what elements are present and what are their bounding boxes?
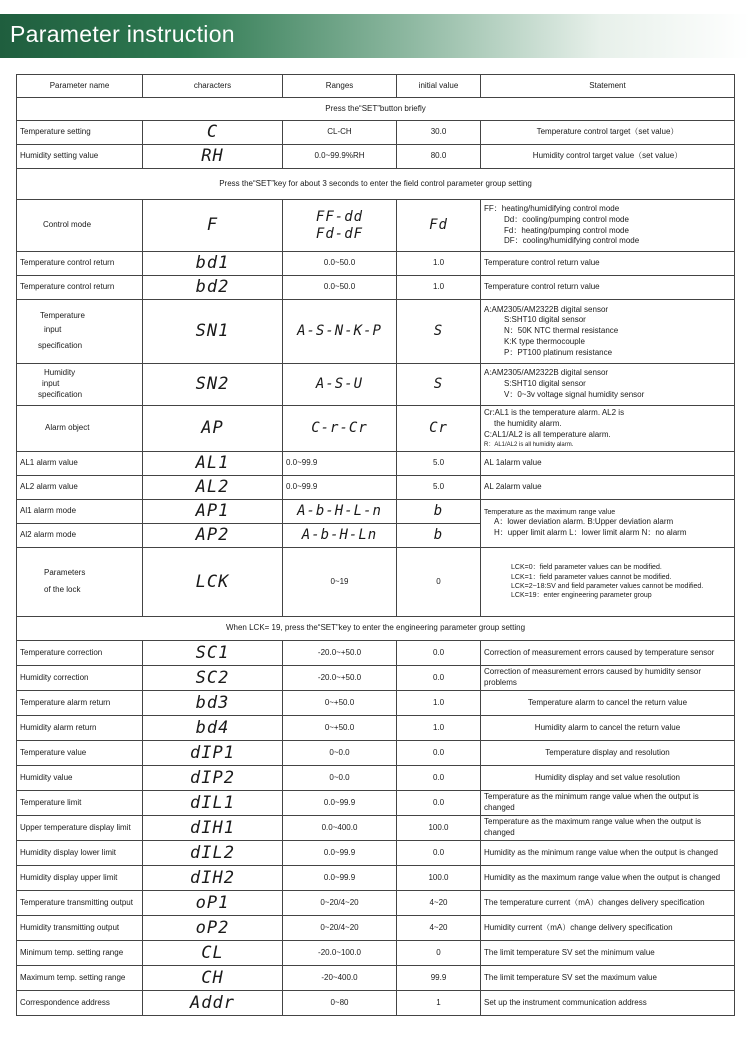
param-stmt: Humidity as the maximum range value when the output is changed	[481, 866, 735, 891]
header-row	[17, 75, 735, 98]
table-row	[17, 200, 735, 252]
param-stmt: The limit temperature SV set the maximum value	[481, 966, 735, 991]
stmt-line: N：50K NTC thermal resistance	[504, 326, 619, 336]
param-stmt: Temperature as the minimum range value when the output is changed	[481, 791, 735, 816]
section-title: Press the“SET”key for about 3 seconds to enter the field control parameter group setting	[17, 169, 735, 200]
parameter-table	[16, 74, 735, 1016]
stmt-line: LCK=1：field parameter values cannot be modified.	[511, 573, 672, 581]
stmt-line: LCK=19：enter engineering parameter group	[511, 592, 652, 600]
page-title: Parameter instruction	[10, 21, 235, 47]
stmt-line: C:AL1/AL2 is all temperature alarm.	[484, 429, 611, 439]
param-init: 0.0	[397, 641, 481, 666]
param-name: Temperature control return	[17, 276, 143, 300]
param-init: b	[397, 524, 481, 548]
section-row	[17, 98, 735, 121]
param-char: SC1	[143, 641, 283, 666]
param-stmt: Humidity current（mA）change delivery specification	[481, 916, 735, 941]
table-row	[17, 476, 735, 500]
param-range: 0.0~400.0	[283, 816, 397, 841]
param-stmt: The limit temperature SV set the minimum value	[481, 941, 735, 966]
table-row	[17, 300, 735, 364]
param-stmt	[481, 200, 735, 252]
param-stmt: Set up the instrument communication address	[481, 991, 735, 1016]
param-init: 1.0	[397, 276, 481, 300]
stmt-line: A:AM2305/AM2322B digital sensor	[484, 304, 609, 314]
table-row	[17, 406, 735, 452]
param-init: 1.0	[397, 691, 481, 716]
param-char: bd1	[143, 252, 283, 276]
param-init: Fd	[397, 200, 481, 252]
param-init: 1	[397, 991, 481, 1016]
param-char: AP2	[143, 524, 283, 548]
param-char: AP	[143, 406, 283, 452]
header-cell: initial value	[397, 75, 481, 98]
name-line: specification	[38, 389, 83, 399]
param-range: 0~+50.0	[283, 716, 397, 741]
param-stmt: Temperature alarm to cancel the return value	[481, 691, 735, 716]
param-stmt: AL 2alarm value	[481, 476, 735, 500]
param-char: dIH1	[143, 816, 283, 841]
param-range: 0~20/4~20	[283, 916, 397, 941]
param-stmt: AL 1alarm value	[481, 452, 735, 476]
param-init: 4~20	[397, 891, 481, 916]
param-char: bd2	[143, 276, 283, 300]
param-char: bd4	[143, 716, 283, 741]
table-row	[17, 691, 735, 716]
param-char: RH	[143, 145, 283, 169]
table-row	[17, 816, 735, 841]
stmt-line: S:SHT10 digital sensor	[504, 315, 586, 325]
param-char: dIP2	[143, 766, 283, 791]
param-init: S	[397, 364, 481, 406]
param-init: 0.0	[397, 766, 481, 791]
header-cell: Statement	[481, 75, 735, 98]
param-name: AL1 alarm value	[17, 452, 143, 476]
param-init: 100.0	[397, 866, 481, 891]
param-range: 0~20/4~20	[283, 891, 397, 916]
table-row	[17, 452, 735, 476]
param-name	[17, 364, 143, 406]
param-name: Temperature correction	[17, 641, 143, 666]
param-name: Upper temperature display limit	[17, 816, 143, 841]
param-name: Humidity display upper limit	[17, 866, 143, 891]
range-line: Fd-dF	[315, 225, 364, 242]
table-row	[17, 841, 735, 866]
table-row	[17, 641, 735, 666]
param-char: oP2	[143, 916, 283, 941]
stmt-line: R：AL1/AL2 is all humidity alarm.	[484, 441, 574, 448]
param-name: Temperature limit	[17, 791, 143, 816]
param-init: 0	[397, 941, 481, 966]
param-stmt: Humidity control target value（set value）	[481, 145, 735, 169]
param-name: Maximum temp. setting range	[17, 966, 143, 991]
param-char: oP1	[143, 891, 283, 916]
param-stmt: Correction of measurement errors caused by humidity sensor problems	[481, 666, 735, 691]
param-stmt: Humidity display and set value resolution	[481, 766, 735, 791]
stmt-line: H：upper limit alarm L：lower limit alarm N：no alarm	[494, 528, 687, 538]
stmt-line: A:AM2305/AM2322B digital sensor	[484, 368, 609, 378]
section-row	[17, 617, 735, 641]
param-char: C	[143, 121, 283, 145]
param-range: 0.0~50.0	[283, 252, 397, 276]
param-init: 1.0	[397, 252, 481, 276]
param-stmt: Temperature control return value	[481, 252, 735, 276]
table-row	[17, 991, 735, 1016]
table-row	[17, 791, 735, 816]
name-line: of the lock	[44, 585, 81, 594]
table-row	[17, 891, 735, 916]
param-range: CL-CH	[283, 121, 397, 145]
param-range: -20.0~+50.0	[283, 666, 397, 691]
name-line: specification	[38, 341, 83, 351]
param-char: CL	[143, 941, 283, 966]
param-char: dIL2	[143, 841, 283, 866]
param-name: Temperature transmitting output	[17, 891, 143, 916]
param-stmt: Correction of measurement errors caused by temperature sensor	[481, 641, 735, 666]
param-char: AL1	[143, 452, 283, 476]
stmt-line: FF：heating/humidifying control mode	[484, 203, 620, 213]
param-init: 0	[397, 548, 481, 617]
stmt-line: V：0~3v voltage signal humidity sensor	[504, 389, 645, 399]
header-cell: characters	[143, 75, 283, 98]
param-name: Al2 alarm mode	[17, 524, 143, 548]
section-title: When LCK= 19, press the“SET”key to enter the engineering parameter group setting	[17, 617, 735, 641]
param-name: Humidity setting value	[17, 145, 143, 169]
param-name: Minimum temp. setting range	[17, 941, 143, 966]
table-row	[17, 145, 735, 169]
param-char: dIL1	[143, 791, 283, 816]
name-line: Humidity	[44, 368, 76, 378]
param-stmt	[481, 300, 735, 364]
stmt-line: Cr:AL1 is the temperature alarm. AL2 is	[484, 408, 625, 418]
param-range: A-b-H-L-n	[283, 500, 397, 524]
table-row	[17, 866, 735, 891]
param-range: 0.0~99.9	[283, 791, 397, 816]
param-name	[17, 300, 143, 364]
param-stmt: Temperature control target（set value）	[481, 121, 735, 145]
range-line: FF-dd	[315, 208, 364, 225]
param-name: Humidity alarm return	[17, 716, 143, 741]
table-row	[17, 741, 735, 766]
section-title: Press the“SET”button briefly	[17, 98, 735, 121]
name-line: input	[42, 379, 60, 389]
param-range: 0.0~99.9	[283, 866, 397, 891]
table-row	[17, 252, 735, 276]
param-range: C-r-Cr	[283, 406, 397, 452]
param-char: LCK	[143, 548, 283, 617]
param-init: 0.0	[397, 841, 481, 866]
param-init: 100.0	[397, 816, 481, 841]
param-range: -20.0~+50.0	[283, 641, 397, 666]
param-name: Humidity correction	[17, 666, 143, 691]
table-row	[17, 121, 735, 145]
param-init: 30.0	[397, 121, 481, 145]
param-init: Cr	[397, 406, 481, 452]
title-banner	[0, 14, 750, 58]
param-range: 0~0.0	[283, 766, 397, 791]
param-char: F	[143, 200, 283, 252]
name-line: input	[44, 324, 62, 334]
param-stmt	[481, 406, 735, 452]
table-row	[17, 916, 735, 941]
param-range: 0~0.0	[283, 741, 397, 766]
param-range: -20~400.0	[283, 966, 397, 991]
stmt-line: DF：cooling/humidifying control mode	[504, 236, 640, 246]
stmt-line: A：lower deviation alarm. B:Upper deviation alarm	[494, 517, 674, 527]
param-range: 0.0~99.9	[283, 841, 397, 866]
name-line: Parameters	[44, 568, 86, 578]
param-name: Humidity value	[17, 766, 143, 791]
param-init: 4~20	[397, 916, 481, 941]
param-char: dIH2	[143, 866, 283, 891]
stmt-line: the humidity alarm.	[494, 419, 562, 429]
stmt-line: S:SHT10 digital sensor	[504, 379, 586, 389]
param-name: Temperature control return	[17, 252, 143, 276]
param-range: 0.0~99.9	[283, 452, 397, 476]
table-row	[17, 716, 735, 741]
param-range: 0~+50.0	[283, 691, 397, 716]
param-init: b	[397, 500, 481, 524]
param-range: 0.0~99.9%RH	[283, 145, 397, 169]
table-row	[17, 276, 735, 300]
param-name: Temperature alarm return	[17, 691, 143, 716]
param-init: 0.0	[397, 666, 481, 691]
param-range: 0~80	[283, 991, 397, 1016]
param-init: 5.0	[397, 452, 481, 476]
param-stmt	[481, 548, 735, 617]
param-init: 5.0	[397, 476, 481, 500]
param-name: Al1 alarm mode	[17, 500, 143, 524]
param-name: Humidity display lower limit	[17, 841, 143, 866]
param-name	[17, 548, 143, 617]
param-name: Correspondence address	[17, 991, 143, 1016]
param-stmt: The temperature current（mA）changes delivery specification	[481, 891, 735, 916]
stmt-line: Temperature as the maximum range value	[484, 508, 616, 516]
param-char: AP1	[143, 500, 283, 524]
param-range	[283, 200, 397, 252]
param-range: A-b-H-Ln	[283, 524, 397, 548]
param-range: A-S-N-K-P	[283, 300, 397, 364]
param-init: 1.0	[397, 716, 481, 741]
param-name: Humidity transmitting output	[17, 916, 143, 941]
param-char: SC2	[143, 666, 283, 691]
param-range: 0.0~99.9	[283, 476, 397, 500]
param-char: dIP1	[143, 741, 283, 766]
header-cell: Parameter name	[17, 75, 143, 98]
stmt-line: Fd：heating/pumping control mode	[504, 225, 629, 235]
stmt-line: LCK=2~18:SV and field parameter values cannot be modified.	[511, 583, 704, 590]
param-range: -20.0~100.0	[283, 941, 397, 966]
param-name: Alarm object	[17, 406, 143, 452]
param-stmt	[481, 364, 735, 406]
section-row	[17, 169, 735, 200]
stmt-line: Dd：cooling/pumping control mode	[504, 214, 629, 224]
stmt-line: K:K type thermocouple	[504, 336, 585, 346]
table-row	[17, 966, 735, 991]
param-char: AL2	[143, 476, 283, 500]
table-row	[17, 364, 735, 406]
param-stmt: Temperature control return value	[481, 276, 735, 300]
param-init: 0.0	[397, 741, 481, 766]
param-stmt: Temperature display and resolution	[481, 741, 735, 766]
table-row	[17, 941, 735, 966]
param-init: 80.0	[397, 145, 481, 169]
header-cell: Ranges	[283, 75, 397, 98]
table-row	[17, 548, 735, 617]
param-stmt: Temperature as the maximum range value when the output is changed	[481, 816, 735, 841]
param-init: S	[397, 300, 481, 364]
name-line: Temperature	[40, 310, 85, 320]
stmt-line: P：PT100 platinum resistance	[504, 347, 613, 357]
param-stmt	[481, 500, 735, 548]
param-stmt: Humidity alarm to cancel the return value	[481, 716, 735, 741]
param-char: Addr	[143, 991, 283, 1016]
param-char: SN1	[143, 300, 283, 364]
table-row	[17, 766, 735, 791]
param-range: A-S-U	[283, 364, 397, 406]
param-name: Control mode	[17, 200, 143, 252]
param-init: 99.9	[397, 966, 481, 991]
table-row	[17, 666, 735, 691]
param-name: Temperature setting	[17, 121, 143, 145]
param-name: AL2 alarm value	[17, 476, 143, 500]
param-char: bd3	[143, 691, 283, 716]
param-range: 0.0~50.0	[283, 276, 397, 300]
param-char: CH	[143, 966, 283, 991]
table-row	[17, 500, 735, 524]
param-range: 0~19	[283, 548, 397, 617]
param-name: Temperature value	[17, 741, 143, 766]
param-stmt: Humidity as the minimum range value when the output is changed	[481, 841, 735, 866]
stmt-line: LCK=0：field parameter values can be modified.	[511, 564, 662, 572]
param-char: SN2	[143, 364, 283, 406]
param-init: 0.0	[397, 791, 481, 816]
